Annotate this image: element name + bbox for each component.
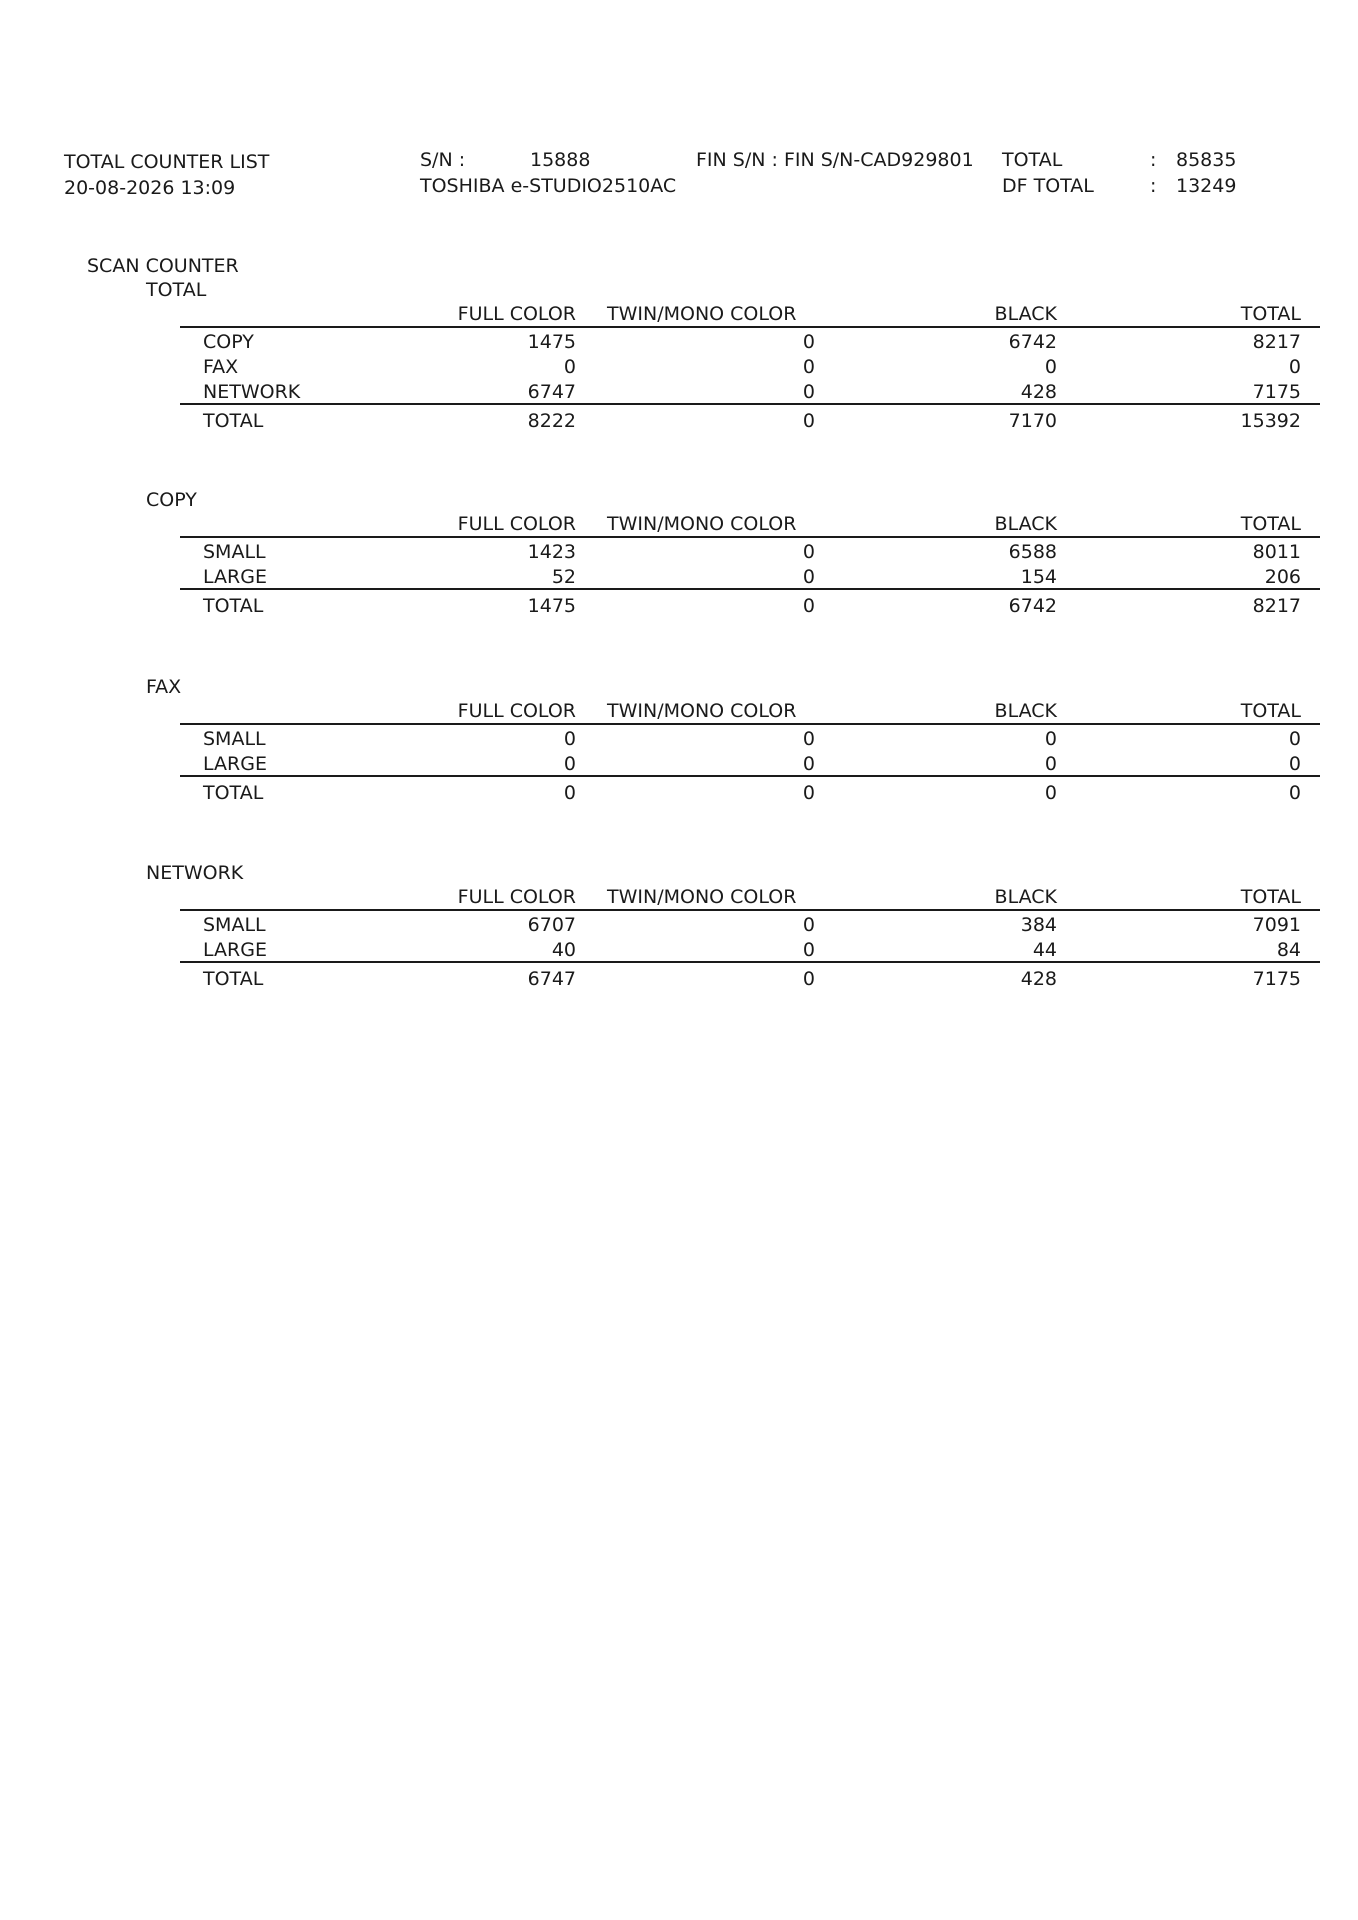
section-title: COPY bbox=[146, 489, 197, 511]
cell-twin-mono-color: 0 bbox=[802, 356, 815, 378]
cell-total: 206 bbox=[1264, 566, 1301, 588]
total-cell-twin-mono-color: 0 bbox=[802, 968, 815, 990]
cell-full-color: 6707 bbox=[527, 914, 576, 936]
total-cell-black: 6742 bbox=[1008, 595, 1057, 617]
cell-total: 8011 bbox=[1252, 541, 1301, 563]
scan-counter-title: SCAN COUNTER bbox=[87, 255, 239, 277]
report-title: TOTAL COUNTER LIST bbox=[64, 151, 270, 173]
cell-black: 384 bbox=[1020, 914, 1057, 936]
total-row-label: TOTAL bbox=[203, 782, 264, 804]
device-model: TOSHIBA e-STUDIO2510AC bbox=[420, 175, 677, 197]
total-cell-black: 0 bbox=[1044, 782, 1057, 804]
row-label: LARGE bbox=[203, 753, 267, 775]
grand-total-label: TOTAL bbox=[1002, 149, 1063, 171]
header-rule bbox=[180, 723, 1320, 725]
total-row-label: TOTAL bbox=[203, 410, 264, 432]
cell-full-color: 0 bbox=[563, 728, 576, 750]
cell-total: 7175 bbox=[1252, 381, 1301, 403]
cell-total: 84 bbox=[1276, 939, 1301, 961]
total-rule bbox=[180, 588, 1320, 590]
cell-full-color: 0 bbox=[563, 753, 576, 775]
cell-twin-mono-color: 0 bbox=[802, 753, 815, 775]
column-header-total: TOTAL bbox=[1240, 886, 1301, 908]
cell-full-color: 1423 bbox=[527, 541, 576, 563]
total-cell-twin-mono-color: 0 bbox=[802, 595, 815, 617]
column-header-total: TOTAL bbox=[1240, 700, 1301, 722]
row-label: FAX bbox=[203, 356, 239, 378]
total-row-label: TOTAL bbox=[203, 595, 264, 617]
report-datetime: 20-08-2026 13:09 bbox=[64, 177, 236, 199]
header-rule bbox=[180, 326, 1320, 328]
grand-total-value: 85835 bbox=[1176, 149, 1237, 171]
cell-black: 428 bbox=[1020, 381, 1057, 403]
column-header-full-color: FULL COLOR bbox=[457, 303, 576, 325]
cell-twin-mono-color: 0 bbox=[802, 541, 815, 563]
column-header-black: BLACK bbox=[994, 513, 1057, 535]
column-header-full-color: FULL COLOR bbox=[457, 886, 576, 908]
column-header-black: BLACK bbox=[994, 700, 1057, 722]
cell-black: 6742 bbox=[1008, 331, 1057, 353]
row-label: SMALL bbox=[203, 914, 266, 936]
cell-twin-mono-color: 0 bbox=[802, 331, 815, 353]
column-header-black: BLACK bbox=[994, 303, 1057, 325]
total-cell-twin-mono-color: 0 bbox=[802, 410, 815, 432]
total-cell-total: 0 bbox=[1288, 782, 1301, 804]
column-header-twin-mono-color: TWIN/MONO COLOR bbox=[607, 303, 797, 325]
cell-total: 0 bbox=[1288, 728, 1301, 750]
total-cell-total: 15392 bbox=[1240, 410, 1301, 432]
cell-total: 0 bbox=[1288, 356, 1301, 378]
header-rule bbox=[180, 909, 1320, 911]
df-total-value: 13249 bbox=[1176, 175, 1237, 197]
row-label: LARGE bbox=[203, 939, 267, 961]
serial-number-value: 15888 bbox=[530, 149, 591, 171]
total-rule bbox=[180, 775, 1320, 777]
total-cell-total: 7175 bbox=[1252, 968, 1301, 990]
total-cell-black: 428 bbox=[1020, 968, 1057, 990]
section-title: FAX bbox=[146, 676, 182, 698]
df-total-label: DF TOTAL bbox=[1002, 175, 1094, 197]
column-header-full-color: FULL COLOR bbox=[457, 700, 576, 722]
column-header-black: BLACK bbox=[994, 886, 1057, 908]
total-cell-total: 8217 bbox=[1252, 595, 1301, 617]
cell-black: 0 bbox=[1044, 728, 1057, 750]
cell-black: 0 bbox=[1044, 753, 1057, 775]
total-cell-full-color: 6747 bbox=[527, 968, 576, 990]
cell-twin-mono-color: 0 bbox=[802, 728, 815, 750]
column-header-total: TOTAL bbox=[1240, 303, 1301, 325]
total-cell-twin-mono-color: 0 bbox=[802, 782, 815, 804]
cell-total: 7091 bbox=[1252, 914, 1301, 936]
cell-twin-mono-color: 0 bbox=[802, 939, 815, 961]
cell-black: 0 bbox=[1044, 356, 1057, 378]
cell-twin-mono-color: 0 bbox=[802, 566, 815, 588]
column-header-full-color: FULL COLOR bbox=[457, 513, 576, 535]
cell-full-color: 40 bbox=[551, 939, 576, 961]
cell-black: 6588 bbox=[1008, 541, 1057, 563]
total-rule bbox=[180, 403, 1320, 405]
row-label: NETWORK bbox=[203, 381, 301, 403]
row-label: COPY bbox=[203, 331, 254, 353]
row-label: SMALL bbox=[203, 728, 266, 750]
cell-total: 8217 bbox=[1252, 331, 1301, 353]
cell-black: 44 bbox=[1032, 939, 1057, 961]
row-label: SMALL bbox=[203, 541, 266, 563]
total-rule bbox=[180, 961, 1320, 963]
total-cell-full-color: 8222 bbox=[527, 410, 576, 432]
finisher-serial: FIN S/N : FIN S/N-CAD929801 bbox=[696, 149, 974, 171]
total-cell-full-color: 1475 bbox=[527, 595, 576, 617]
column-header-twin-mono-color: TWIN/MONO COLOR bbox=[607, 700, 797, 722]
column-header-twin-mono-color: TWIN/MONO COLOR bbox=[607, 886, 797, 908]
cell-full-color: 6747 bbox=[527, 381, 576, 403]
cell-black: 154 bbox=[1020, 566, 1057, 588]
section-title: TOTAL bbox=[146, 279, 207, 301]
total-row-label: TOTAL bbox=[203, 968, 264, 990]
cell-full-color: 0 bbox=[563, 356, 576, 378]
cell-twin-mono-color: 0 bbox=[802, 914, 815, 936]
section-title: NETWORK bbox=[146, 862, 244, 884]
total-cell-black: 7170 bbox=[1008, 410, 1057, 432]
cell-total: 0 bbox=[1288, 753, 1301, 775]
cell-full-color: 1475 bbox=[527, 331, 576, 353]
column-header-total: TOTAL bbox=[1240, 513, 1301, 535]
grand-total-colon: : bbox=[1150, 149, 1157, 171]
header-rule bbox=[180, 536, 1320, 538]
df-total-colon: : bbox=[1150, 175, 1157, 197]
row-label: LARGE bbox=[203, 566, 267, 588]
cell-full-color: 52 bbox=[551, 566, 576, 588]
serial-number-label: S/N : bbox=[420, 149, 466, 171]
column-header-twin-mono-color: TWIN/MONO COLOR bbox=[607, 513, 797, 535]
total-cell-full-color: 0 bbox=[563, 782, 576, 804]
cell-twin-mono-color: 0 bbox=[802, 381, 815, 403]
